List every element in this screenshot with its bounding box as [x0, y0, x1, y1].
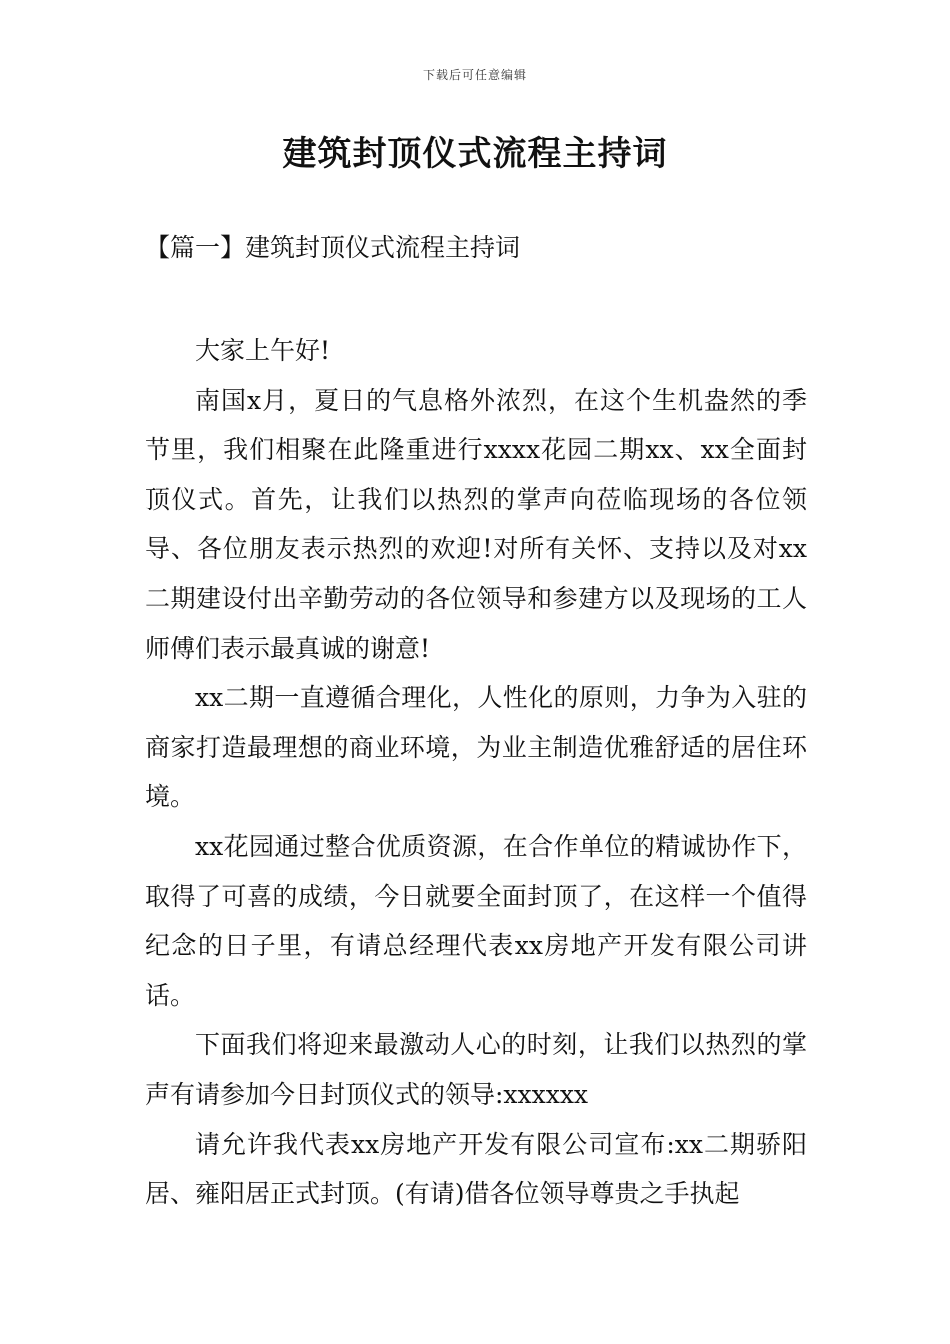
- document-body: [145, 326, 807, 1219]
- section-heading: 【篇一】建筑封顶仪式流程主持词: [145, 233, 521, 262]
- document-title: 建筑封顶仪式流程主持词: [282, 134, 668, 174]
- paragraph-announcement: 请允许我代表xx房地产开发有限公司宣布:xx二期骄阳居、雍阳居正式封顶。(有请)借各位领导尊贵之手执起: [145, 1129, 807, 1209]
- header-note: 下载后可任意编辑: [422, 68, 527, 82]
- paragraph-principles: xx二期一直遵循合理化，人性化的原则，力争为入驻的商家打造最理想的商业环境，为业主制造优雅舒适的居住环境。: [145, 683, 807, 812]
- paragraph-achievements: xx花园通过整合优质资源，在合作单位的精诚协作下，取得了可喜的成绩，今日就要全面封顶了，在这样一个值得纪念的日子里，有请总经理代表xx房地产开发有限公司讲话。: [145, 831, 807, 1010]
- paragraph-greeting: 大家上午好!: [195, 336, 331, 365]
- paragraph-opening: 南国x月，夏日的气息格外浓烈，在这个生机盎然的季节里，我们相聚在此隆重进行xxxx花园二期xx、xx全面封顶仪式。首先，让我们以热烈的掌声向莅临现场的各位领导、各位朋友表示热烈的欢迎!对所有关怀、支持以及对xx二期建设付出辛勤劳动的各位领导和参建方以及现场的工人师傅们表示最真诚的谢意!: [145, 385, 807, 663]
- paragraph-invite-leaders: 下面我们将迎来最激动人心的时刻，让我们以热烈的掌声有请参加今日封顶仪式的领导:xxxxxx: [145, 1030, 807, 1109]
